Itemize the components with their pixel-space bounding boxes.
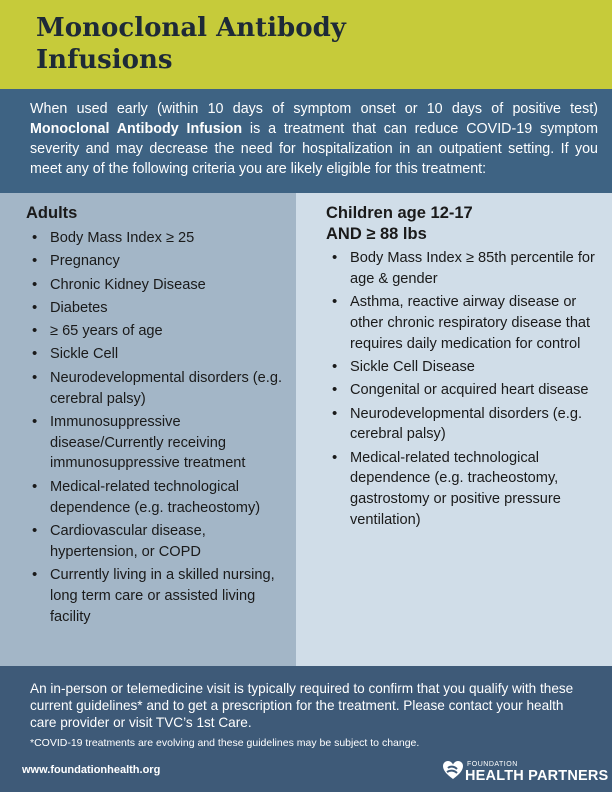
list-item: • Chronic Kidney Disease (26, 275, 292, 296)
footer-section (0, 666, 612, 792)
intro-text-after: is a treatment that can reduce COVID-19 symptom severity and may decrease the need for hospitalization in an outpatient setting. If you meet any of the following criteria you are likely eligible for this treatment: (30, 121, 598, 177)
list-item: • ≥ 65 years of age (26, 321, 292, 342)
children-column (296, 193, 612, 666)
list-item: • Sickle Cell Disease (326, 357, 608, 378)
list-item: • Currently living in a skilled nursing, long term care or assisted living facility (26, 565, 292, 627)
footer-instructions: An in-person or telemedicine visit is typically required to confirm that you qualify with these current guidelines* and to get a prescription for the treatment. Please contact your health care provider or visit TVC’s 1st Care. (30, 681, 574, 730)
intro-section (0, 89, 612, 193)
children-title-line1: Children age 12-17 (326, 204, 473, 222)
children-title (326, 203, 608, 245)
adults-criteria-list (26, 228, 292, 627)
adults-column (0, 193, 296, 666)
list-item: • Body Mass Index ≥ 25 (26, 228, 292, 249)
intro-bold-term: Monoclonal Antibody Infusion (30, 121, 243, 137)
children-criteria-list (326, 248, 608, 531)
list-item: • Pregnancy (26, 251, 292, 272)
logo-text-foundation: FOUNDATION (467, 761, 518, 768)
intro-text-before: When used early (within 10 days of symptom onset or 10 days of positive test) (30, 101, 598, 117)
page-title-line1: Monoclonal Antibody (36, 13, 346, 43)
footnote: *COVID-19 treatments are evolving and these guidelines may be subject to change. (30, 737, 420, 749)
adults-title: Adults (26, 204, 78, 222)
list-item: • Sickle Cell (26, 344, 292, 365)
foundation-health-partners-logo (441, 758, 609, 784)
list-item: • Asthma, reactive airway disease or other chronic respiratory disease that requires daily medication for control (326, 292, 608, 354)
list-item: • Medical-related technological dependence (e.g. tracheostomy, gastrostomy or positive pressure ventilation) (326, 448, 608, 531)
header-banner (0, 0, 612, 89)
list-item: • Neurodevelopmental disorders (e.g. cerebral palsy) (26, 368, 292, 410)
list-item: • Cardiovascular disease, hypertension, or COPD (26, 521, 292, 563)
page-title (36, 12, 456, 76)
logo-text-health-partners: HEALTH PARTNERS (465, 768, 609, 784)
children-title-line2: AND ≥ 88 lbs (326, 225, 427, 243)
list-item: • Body Mass Index ≥ 85th percentile for age & gender (326, 248, 608, 290)
page-title-line2: Infusions (36, 45, 173, 75)
intro-paragraph (30, 99, 598, 179)
list-item: • Medical-related technological dependence (e.g. tracheostomy) (26, 477, 292, 519)
list-item: • Diabetes (26, 298, 292, 319)
website-link[interactable]: www.foundationhealth.org (22, 764, 161, 776)
list-item: • Immunosuppressive disease/Currently receiving immunosuppressive treatment (26, 412, 292, 474)
list-item: • Congenital or acquired heart disease (326, 380, 608, 401)
list-item: • Neurodevelopmental disorders (e.g. cerebral palsy) (326, 404, 608, 446)
foundation-heart-logo-icon (441, 758, 465, 782)
